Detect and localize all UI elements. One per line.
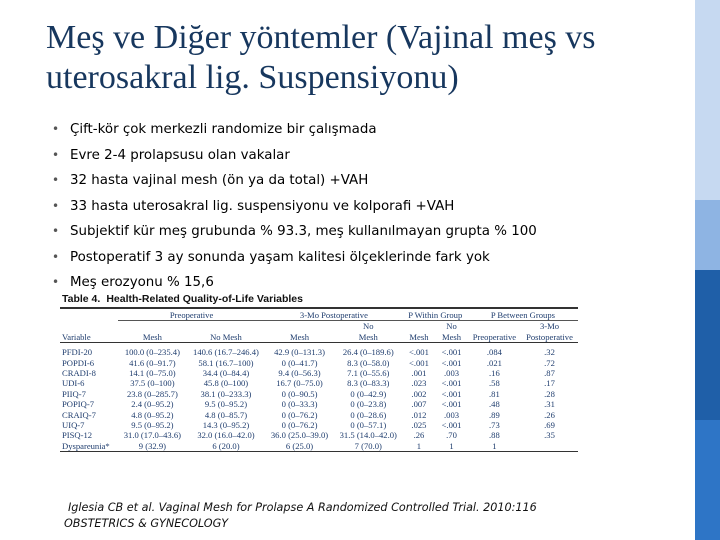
table-cell-variable: PFDI-20: [62, 347, 93, 358]
table-cell: 9.5 (0–95.2): [131, 420, 174, 431]
table-cell: 7 (70.0): [334, 441, 403, 452]
table-cell: .025: [411, 420, 427, 431]
table-cell: [521, 441, 578, 452]
bullet-text: Çift-kör çok merkezli randomize bir çalışmada: [70, 122, 377, 137]
table-sub-header-row: [60, 321, 578, 343]
bullet-text: 32 hasta vajinal mesh (ön ya da total) +VAH: [70, 173, 369, 188]
bullet-item: [52, 245, 537, 271]
table-cell: 0 (0–76.2): [281, 420, 318, 431]
column-header: Mesh: [403, 321, 436, 343]
table-cell: 100.0 (0–235.4): [124, 347, 180, 358]
table-cell: 23.8 (0–285.7): [126, 388, 178, 399]
table-body: [60, 343, 578, 452]
table-cell: .58: [489, 378, 500, 389]
table-cell: 140.6 (16.7–246.4): [193, 347, 259, 358]
table-cell: .87: [544, 368, 555, 379]
side-bar-segment-light: [695, 0, 720, 200]
bullet-dot: •: [52, 224, 60, 238]
side-bar-segment-blue: [695, 420, 720, 540]
table-cell: 14.1 (0–75.0): [129, 368, 176, 379]
table-cell: <.001: [409, 347, 429, 358]
table-row: [60, 410, 578, 420]
table-cell: .28: [544, 388, 555, 399]
table-cell: .48: [489, 399, 500, 410]
table-cell-variable: UDI-6: [62, 378, 85, 389]
table-row: [60, 368, 578, 378]
table-cell: 34.4 (0–84.4): [202, 368, 250, 379]
table-row: [60, 441, 578, 452]
table-cell: .26: [413, 430, 425, 441]
bullet-text: Postoperatif 3 ay sonunda yaşam kalitesi ölçeklerinde fark yok: [70, 249, 490, 265]
table-cell: .72: [544, 357, 555, 368]
bullet-text: Meş erozyonu % 15,6: [70, 275, 214, 290]
table-cell: 42.9 (0–131.3): [274, 347, 325, 358]
table-cell: 1: [435, 441, 468, 452]
bullet-dot: •: [52, 275, 60, 289]
table-cell: 4.8 (0–95.2): [131, 409, 174, 420]
table-cell-variable: Dyspareunia*: [60, 441, 118, 452]
bullet-dot: •: [52, 249, 60, 264]
table-cell: 2.4 (0–95.2): [131, 399, 174, 410]
column-header: No Mesh: [334, 321, 403, 343]
table-cell: .001: [411, 368, 427, 379]
table-cell: .17: [544, 378, 555, 389]
table-cell: <.001: [441, 388, 462, 399]
bullet-item: [52, 143, 537, 169]
table-cell: 14.3 (0–95.2): [202, 420, 250, 431]
table-cell: <.001: [409, 357, 429, 368]
group-header-p-between-groups: P Between Groups: [468, 309, 578, 321]
table-cell: 0 (0–90.5): [281, 388, 318, 399]
table-cell: .002: [411, 388, 427, 399]
table-cell: 41.6 (0–91.7): [129, 357, 176, 368]
bullet-dot: •: [52, 173, 60, 187]
table-cell: .88: [489, 430, 500, 441]
table-cell: <.001: [441, 347, 462, 358]
table-cell: .32: [544, 347, 555, 358]
column-header: Mesh: [265, 321, 334, 343]
table-cell-variable: CRADI-8: [62, 368, 96, 379]
table-cell: .70: [446, 430, 457, 441]
table-cell: <.001: [441, 420, 462, 431]
side-bar-segment-mid: [695, 200, 720, 270]
group-header-preoperative: Preoperative: [118, 309, 265, 321]
table-caption: [60, 293, 578, 305]
table-row: [60, 430, 578, 440]
table-cell-variable: PISQ-12: [62, 430, 93, 441]
table-cell: 36.0 (25.0–39.0): [270, 430, 329, 441]
citation: [64, 500, 537, 532]
column-header: No Mesh: [187, 321, 265, 343]
table-cell: .003: [444, 368, 460, 379]
bullet-item: [52, 168, 537, 194]
table-cell: .007: [411, 399, 427, 410]
table-cell: 1: [468, 441, 521, 452]
table-cell: .89: [489, 409, 500, 420]
decorative-side-bar: [695, 0, 720, 540]
table-row: [60, 343, 578, 358]
table-cell: .26: [544, 409, 555, 420]
slide-title: Meş ve Diğer yöntemler (Vajinal meş vs uterosakral lig. Suspensiyonu): [46, 19, 596, 96]
table-cell-variable: UIQ-7: [62, 420, 85, 431]
table-cell-variable: PIIQ-7: [62, 388, 86, 399]
bullet-item: [52, 117, 537, 143]
column-header: No Mesh: [435, 321, 468, 343]
table-cell: .69: [544, 420, 555, 431]
qol-table-figure: [60, 293, 578, 452]
table-cell: 9.5 (0–95.2): [204, 399, 248, 410]
table-cell: 45.8 (0–100): [203, 378, 249, 389]
citation-line-1: Iglesia CB et al. Vaginal Mesh for Prolapse A Randomized Controlled Trial. 2010:116: [68, 501, 537, 514]
table-cell: 26.4 (0–189.6): [342, 347, 394, 358]
bullet-text: Subjektif kür meş grubunda % 93.3, meş kullanılmayan grupta % 100: [70, 224, 537, 239]
table-cell: .023: [411, 378, 427, 389]
table-caption-number: Table 4.: [62, 293, 101, 305]
table-cell: 4.8 (0–85.7): [204, 409, 248, 420]
table-cell: 9 (32.9): [118, 441, 187, 452]
table-cell: .73: [489, 420, 500, 431]
table-cell: .021: [486, 357, 502, 368]
table-cell: <.001: [441, 378, 462, 389]
table-cell: <.001: [441, 357, 462, 368]
table-cell: 0 (0–57.1): [350, 420, 387, 431]
citation-line-2: OBSTETRICS & GYNECOLOGY: [64, 517, 229, 530]
group-header-3mo-postoperative: 3-Mo Postoperative: [265, 309, 403, 321]
qol-table: [60, 309, 578, 452]
bullet-text: Evre 2-4 prolapsusu olan vakalar: [70, 147, 290, 163]
table-cell: 0 (0–23.8): [350, 399, 387, 410]
table-cell: 1: [403, 441, 436, 452]
table-cell: 6 (25.0): [265, 441, 334, 452]
column-header: Preoperative: [468, 321, 521, 343]
table-cell: 0 (0–33.3): [281, 399, 318, 410]
bullet-item: [52, 219, 537, 245]
side-bar-segment-dark: [695, 270, 720, 420]
table-cell: .012: [411, 409, 427, 420]
table-cell: 6 (20.0): [187, 441, 265, 452]
table-cell: 0 (0–41.7): [281, 357, 318, 368]
group-header-p-within-group: P Within Group: [403, 309, 468, 321]
table-cell: .003: [444, 409, 460, 420]
table-cell: .81: [489, 388, 500, 399]
table-cell: <.001: [441, 399, 462, 410]
table-row: [60, 399, 578, 409]
bullet-dot: •: [52, 147, 60, 162]
table-cell-variable: POPIQ-7: [62, 399, 94, 410]
table-cell: 58.1 (16.7–100): [198, 357, 254, 368]
table-cell-variable: POPDI-6: [62, 357, 94, 368]
bullet-item: [52, 270, 537, 296]
table-cell: .31: [544, 399, 555, 410]
table-cell: .35: [544, 430, 555, 441]
table-cell: 31.5 (14.0–42.0): [339, 430, 397, 441]
bullet-item: [52, 194, 537, 220]
table-cell: 0 (0–42.9): [350, 388, 387, 399]
column-header: 3-Mo Postoperative: [521, 321, 578, 343]
table-cell: 16.7 (0–75.0): [276, 378, 323, 389]
table-cell: .084: [486, 347, 502, 358]
table-row: [60, 389, 578, 399]
table-caption-title: Health-Related Quality-of-Life Variables: [106, 293, 303, 305]
table-cell-variable: CRAIQ-7: [62, 409, 96, 420]
table-cell: 7.1 (0–55.6): [347, 368, 390, 379]
table-cell: 38.1 (0–233.3): [200, 388, 252, 399]
table-cell: 8.3 (0–83.3): [347, 378, 390, 389]
table-row: [60, 358, 578, 368]
bullet-dot: •: [52, 122, 60, 136]
bullet-dot: •: [52, 198, 60, 213]
table-cell: 32.0 (16.0–42.0): [197, 430, 255, 441]
bullet-text: 33 hasta uterosakral lig. suspensiyonu ve kolporafi +VAH: [70, 198, 455, 214]
table-cell: 0 (0–28.6): [350, 409, 387, 420]
table-row: [60, 378, 578, 388]
table-cell: .16: [489, 368, 500, 379]
table-cell: 9.4 (0–56.3): [278, 368, 321, 379]
table-cell: 37.5 (0–100): [130, 378, 175, 389]
table-row: [60, 420, 578, 430]
table-group-header-row: [60, 309, 578, 321]
column-header: Variable: [60, 321, 118, 343]
table-cell: 0 (0–76.2): [281, 409, 318, 420]
bullet-list: [52, 117, 537, 296]
column-header: Mesh: [118, 321, 187, 343]
table-cell: 31.0 (17.0–43.6): [123, 430, 182, 441]
table-cell: 8.3 (0–58.0): [347, 357, 390, 368]
